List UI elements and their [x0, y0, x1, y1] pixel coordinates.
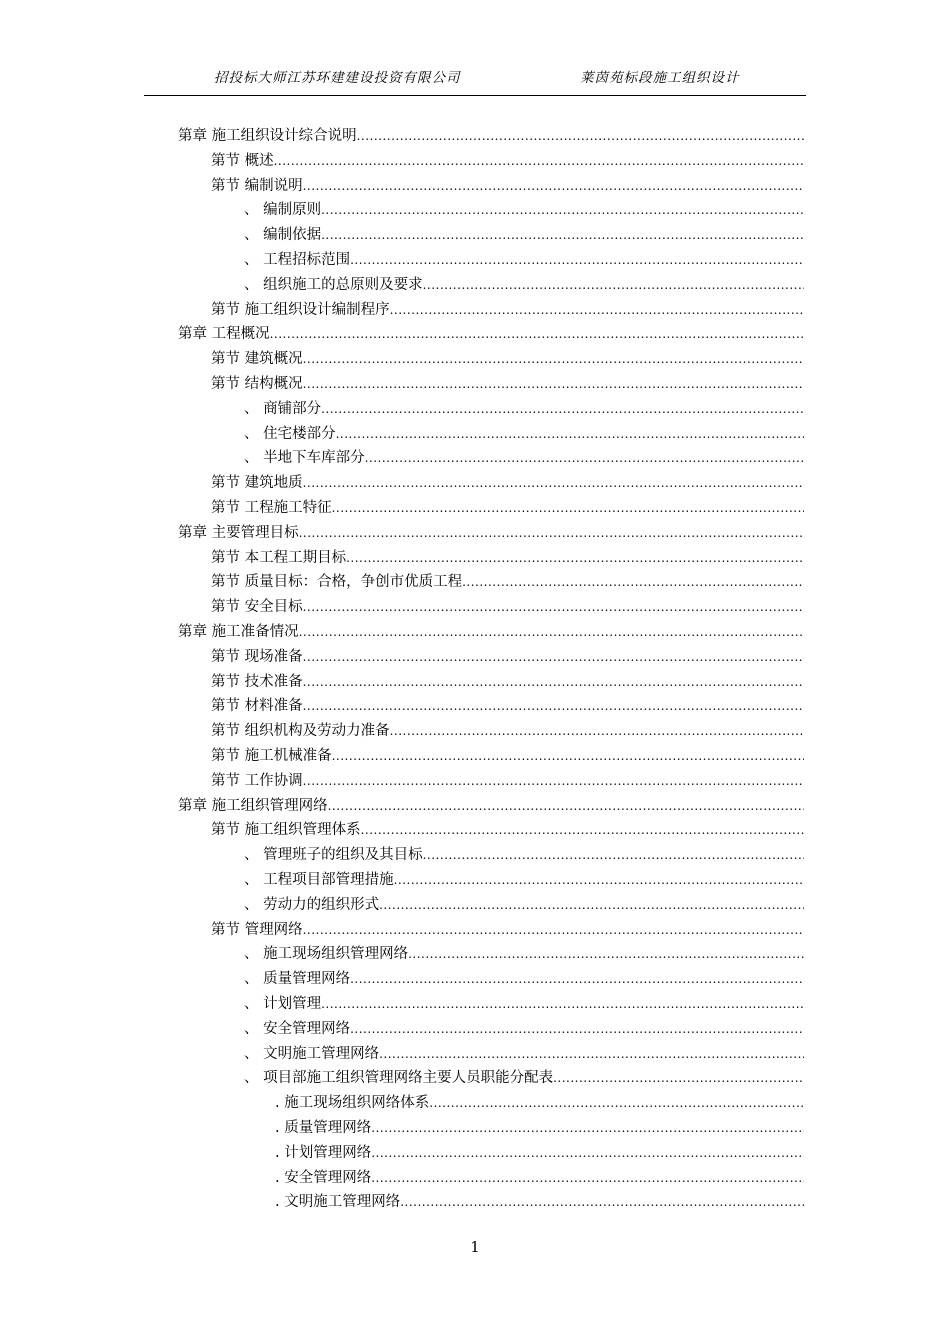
toc-entry[interactable]	[211, 347, 804, 372]
toc-dot-leader	[371, 1166, 804, 1191]
toc-dot-leader	[371, 1141, 804, 1166]
toc-dot-leader	[332, 496, 804, 521]
toc-entry-label: 第章 工程概况	[178, 326, 270, 343]
toc-dot-leader	[321, 223, 804, 248]
toc-entry[interactable]	[211, 694, 804, 719]
toc-dot-leader	[336, 422, 804, 447]
page-number: 1	[470, 1238, 480, 1256]
toc-dot-leader	[303, 174, 804, 199]
toc-dot-leader	[429, 1091, 804, 1116]
toc-entry[interactable]	[211, 645, 804, 670]
toc-entry[interactable]	[211, 918, 804, 943]
toc-entry-label: 第节 施工组织管理体系	[211, 822, 361, 839]
toc-dot-leader	[274, 149, 804, 174]
toc-entry[interactable]	[244, 1017, 804, 1042]
toc-entry-label: 第节 施工组织设计编制程序	[211, 301, 390, 318]
toc-entry-label: 第节 建筑地质	[211, 475, 303, 492]
toc-entry[interactable]	[275, 1141, 804, 1166]
toc-entry[interactable]	[244, 967, 804, 992]
toc-entry[interactable]	[211, 471, 804, 496]
toc-entry-label: 第章 施工准备情况	[178, 624, 299, 640]
toc-entry[interactable]	[244, 198, 804, 223]
toc-dot-leader	[379, 893, 804, 918]
toc-dot-leader	[350, 1017, 804, 1042]
toc-entry-label: . 质量管理网络	[275, 1120, 372, 1136]
toc-entry-label: 第节 材料准备	[211, 698, 303, 715]
toc-entry[interactable]	[211, 496, 804, 521]
toc-entry-label: . 施工现场组织网络体系	[275, 1095, 430, 1112]
toc-dot-leader	[357, 124, 804, 149]
toc-entry-label: . 计划管理网络	[275, 1144, 372, 1161]
toc-entry[interactable]	[211, 595, 804, 620]
toc-entry[interactable]	[211, 670, 804, 695]
toc-entry[interactable]	[275, 1166, 804, 1191]
toc-entry[interactable]	[211, 546, 804, 571]
toc-entry-label: 、 编制依据	[244, 227, 322, 244]
toc-entry-label: 、 计划管理	[244, 996, 322, 1012]
toc-entry-label: 、 商铺部分	[244, 400, 322, 417]
toc-entry[interactable]	[178, 322, 804, 347]
toc-entry[interactable]	[211, 174, 804, 199]
toc-dot-leader	[361, 818, 804, 843]
toc-entry[interactable]	[244, 1042, 804, 1067]
toc-entry-label: 、 工程招标范围	[244, 252, 351, 268]
toc-entry[interactable]	[211, 570, 804, 595]
toc-dot-leader	[321, 992, 804, 1017]
toc-entry-label: 第章 主要管理目标	[178, 524, 299, 541]
toc-dot-leader	[299, 620, 804, 645]
header-document-title: 莱茵苑标段施工组织设计	[580, 70, 740, 86]
toc-dot-leader	[303, 595, 804, 620]
toc-dot-leader	[553, 1066, 804, 1091]
toc-entry[interactable]	[178, 521, 804, 546]
toc-dot-leader	[379, 1042, 804, 1067]
header-divider	[144, 95, 806, 96]
toc-entry-label: 第节 质量目标：合格，争创市优质工程	[211, 574, 463, 591]
toc-entry[interactable]	[211, 769, 804, 794]
toc-entry[interactable]	[244, 422, 804, 447]
toc-dot-leader	[303, 918, 804, 943]
toc-entry-label: . 文明施工管理网络	[275, 1194, 401, 1211]
toc-entry-label: 、 质量管理网络	[244, 971, 351, 988]
toc-entry-label: 、 劳动力的组织形式	[244, 896, 380, 913]
toc-dot-leader	[303, 694, 804, 719]
toc-entry[interactable]	[178, 124, 804, 149]
toc-entry-label: . 安全管理网络	[275, 1169, 372, 1186]
toc-dot-leader	[371, 1116, 804, 1141]
toc-entry-label: 第节 编制说明	[211, 177, 303, 194]
toc-entry[interactable]	[244, 992, 804, 1017]
toc-entry-label: 第章 施工组织设计综合说明	[178, 128, 357, 144]
toc-entry-label: 、 文明施工管理网络	[244, 1045, 380, 1062]
toc-entry[interactable]	[244, 1066, 804, 1091]
toc-dot-leader	[270, 322, 804, 347]
toc-dot-leader	[394, 868, 804, 893]
toc-entry-label: 第节 组织机构及劳动力准备	[211, 723, 390, 740]
toc-entry[interactable]	[211, 149, 804, 174]
toc-dot-leader	[332, 744, 804, 769]
toc-entry[interactable]	[211, 719, 804, 744]
toc-entry-label: 第节 安全目标	[211, 599, 303, 616]
toc-entry-label: 、 施工现场组织管理网络	[244, 946, 409, 963]
toc-entry[interactable]	[244, 893, 804, 918]
toc-entry-label: 第节 技术准备	[211, 673, 303, 690]
toc-entry[interactable]	[244, 273, 804, 298]
toc-dot-leader	[350, 248, 804, 273]
toc-entry-label: 第节 概述	[211, 152, 274, 169]
toc-dot-leader	[303, 347, 804, 372]
toc-dot-leader	[303, 471, 804, 496]
header-company: 招投标大师江苏环建建设投资有限公司	[214, 70, 461, 86]
toc-entry[interactable]	[211, 818, 804, 843]
toc-entry[interactable]	[211, 298, 804, 323]
toc-entry-label: 第节 本工程工期目标	[211, 549, 347, 566]
toc-entry[interactable]	[275, 1116, 804, 1141]
toc-dot-leader	[365, 446, 804, 471]
toc-dot-leader	[390, 298, 804, 323]
toc-entry-label: 第节 建筑概况	[211, 351, 303, 368]
toc-entry[interactable]	[211, 372, 804, 397]
toc-entry[interactable]	[244, 868, 804, 893]
toc-entry-label: 、 工程项目部管理措施	[244, 872, 394, 888]
toc-entry-label: 第节 结构概况	[211, 376, 303, 392]
toc-dot-leader	[303, 769, 804, 794]
toc-dot-leader	[328, 794, 804, 819]
toc-entry-label: 、 安全管理网络	[244, 1020, 351, 1037]
toc-dot-leader	[408, 942, 804, 967]
toc-dot-leader	[462, 570, 804, 595]
toc-entry-label: 、 项目部施工组织管理网络主要人员职能分配表	[244, 1070, 554, 1087]
toc-entry-label: 、 编制原则	[244, 202, 322, 219]
toc-entry-label: 第节 工作协调	[211, 772, 303, 789]
toc-entry[interactable]	[244, 223, 804, 248]
toc-entry-label: 第节 现场准备	[211, 648, 303, 665]
toc-entry[interactable]	[178, 620, 804, 645]
toc-entry[interactable]	[244, 942, 804, 967]
toc-entry[interactable]	[244, 446, 804, 471]
toc-dot-leader	[303, 670, 804, 695]
page-header	[144, 62, 806, 96]
toc-entry-label: 第节 施工机械准备	[211, 748, 332, 764]
toc-entry[interactable]	[244, 248, 804, 273]
toc-entry-label: 、 管理班子的组织及其目标	[244, 847, 423, 864]
toc-entry[interactable]	[244, 397, 804, 422]
toc-entry-label: 第章 施工组织管理网络	[178, 797, 328, 814]
toc-entry[interactable]	[211, 744, 804, 769]
toc-entry-label: 第节 管理网络	[211, 921, 303, 938]
toc-dot-leader	[423, 273, 804, 298]
toc-dot-leader	[321, 198, 804, 223]
toc-dot-leader	[321, 397, 804, 422]
toc-dot-leader	[423, 843, 804, 868]
toc-dot-leader	[390, 719, 804, 744]
toc-entry-label: 、 组织施工的总原则及要求	[244, 276, 423, 293]
toc-entry[interactable]	[178, 794, 804, 819]
toc-entry-label: 、 半地下车库部分	[244, 450, 365, 467]
toc-entry[interactable]	[275, 1190, 804, 1215]
toc-dot-leader	[303, 645, 804, 670]
toc-entry[interactable]	[244, 843, 804, 868]
toc-dot-leader	[303, 372, 804, 397]
toc-dot-leader	[299, 521, 804, 546]
toc-entry[interactable]	[275, 1091, 804, 1116]
toc-entry-label: 、 住宅楼部分	[244, 425, 336, 442]
toc-dot-leader	[346, 546, 804, 571]
toc-dot-leader	[350, 967, 804, 992]
toc-entry-label: 第节 工程施工特征	[211, 500, 332, 516]
toc-dot-leader	[400, 1190, 804, 1215]
